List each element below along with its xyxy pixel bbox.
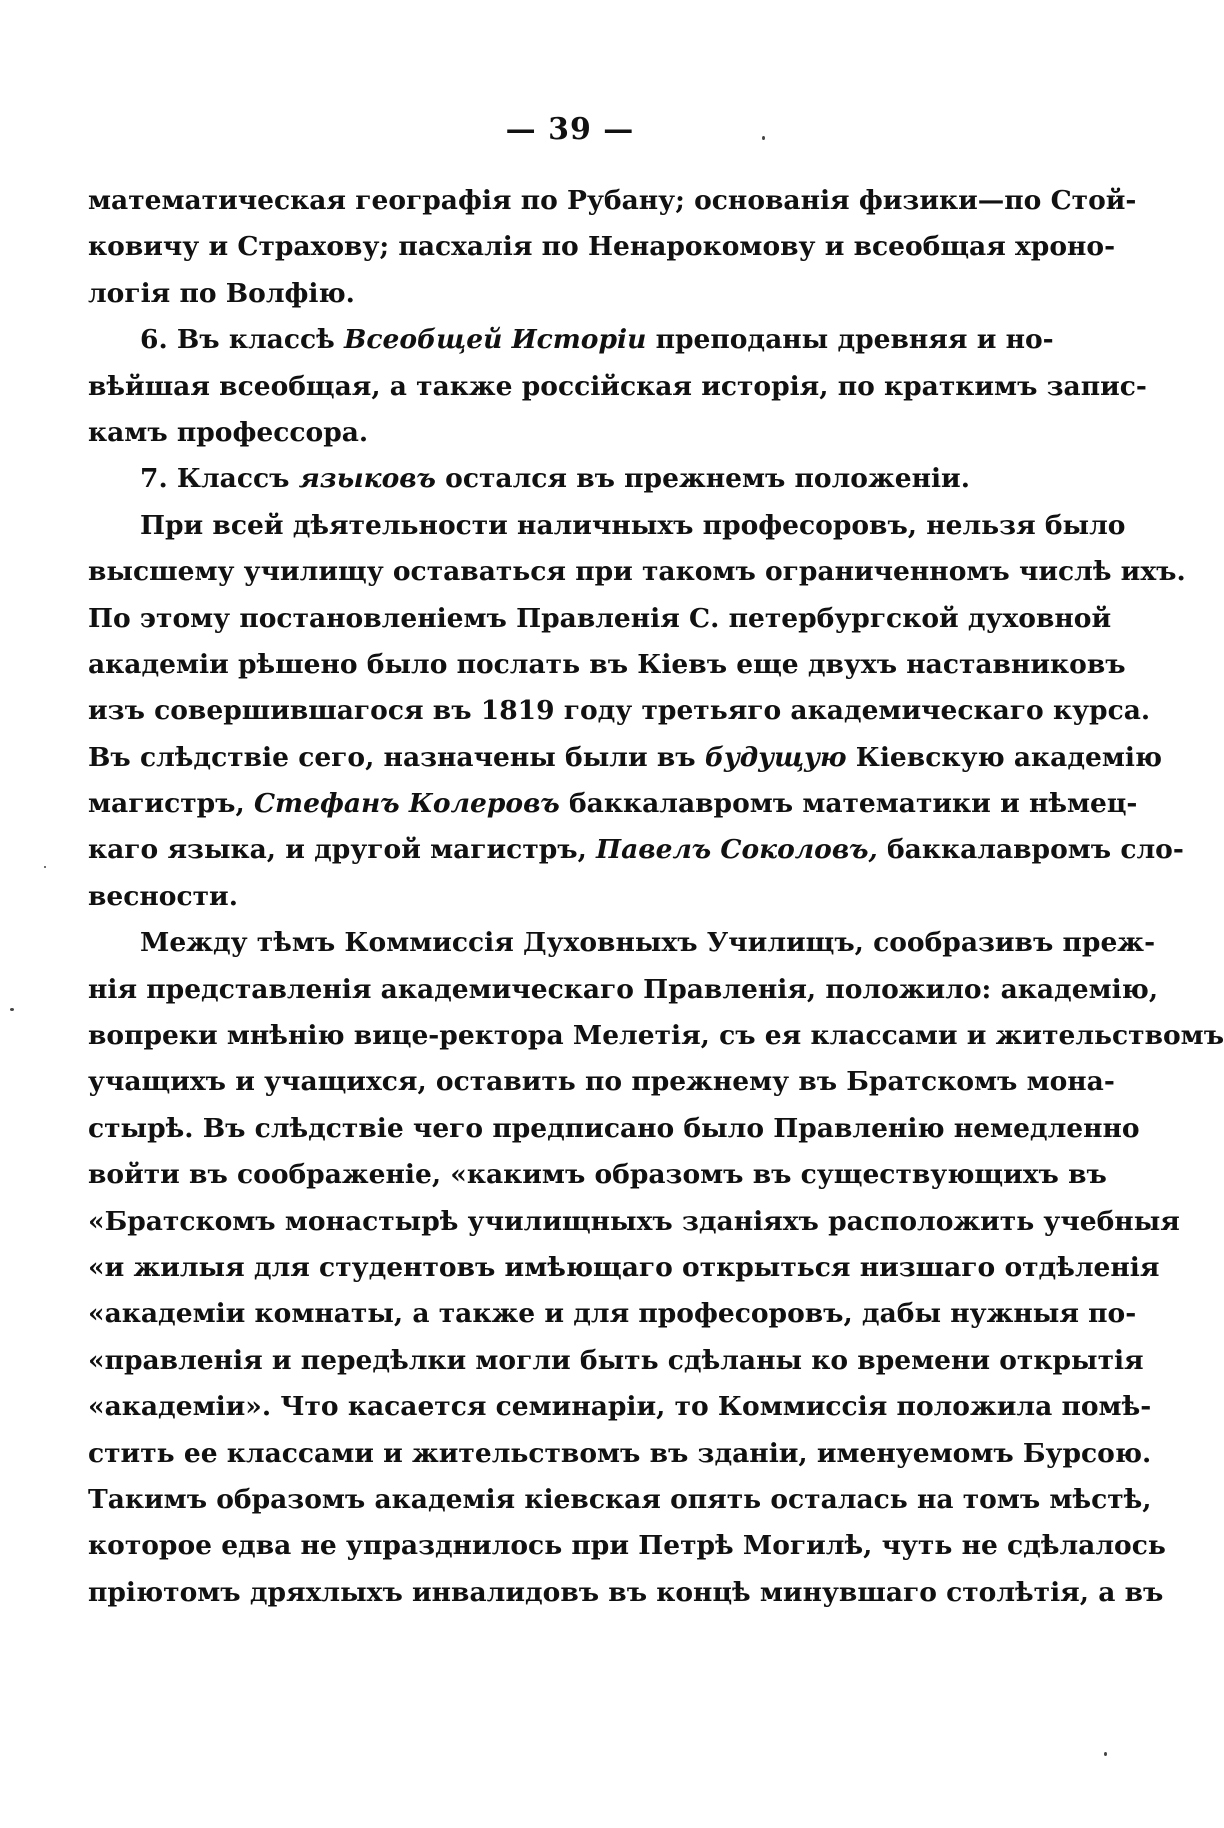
text-line: высшему училищу оставаться при такомъ ограниченномъ числѣ ихъ. <box>88 556 1186 588</box>
text-line: которое едва не упразднилось при Петрѣ Могилѣ, чуть не сдѣлалось <box>88 1530 1166 1562</box>
line-text: 6. Въ классѣ <box>140 324 344 356</box>
emphasis-text: языковъ <box>298 463 436 495</box>
text-line <box>88 827 1184 873</box>
line-text: Кіевскую академію <box>846 741 1163 773</box>
text-line: пріютомъ дряхлыхъ инвалидовъ въ концѣ минувшаго столѣтія, а въ <box>88 1576 1164 1608</box>
line-text: преподаны древняя и но- <box>646 324 1054 356</box>
text-line: «правленія и передѣлки могли быть сдѣланы ко времени открытія <box>88 1344 1144 1376</box>
text-line: По этому постановленіемъ Правленія С. петербургской духовной <box>88 602 1112 634</box>
text-line: математическая географія по Рубану; основанія физики—по Стой- <box>88 185 1137 216</box>
text-line <box>88 317 1054 363</box>
text-line: При всей дѣятельности наличныхъ професоровъ, нельзя было <box>140 509 1126 541</box>
text-line: ковичу и Страхову; пасхалія по Ненарокомову и всеобщая хроно- <box>88 231 1116 263</box>
line-text: Въ слѣдствіе сего, назначены были въ <box>88 741 705 773</box>
text-line: учащихъ и учащихся, оставить по прежнему въ Братскомъ мона- <box>88 1066 1115 1098</box>
text-line: академіи рѣшено было послать въ Кіевъ еще двухъ наставниковъ <box>88 648 1126 680</box>
line-text: баккалавромъ сло- <box>877 834 1184 866</box>
text-line: Такимъ образомъ академія кіевская опять осталась на томъ мѣстѣ, <box>88 1483 1152 1515</box>
text-line: логія по Волфію. <box>88 277 355 309</box>
text-line: «академіи». Что касается семинаріи, то Коммиссія положила помѣ- <box>88 1391 1152 1423</box>
body-text <box>88 178 1224 1616</box>
text-line <box>88 781 1138 827</box>
text-line <box>88 735 1163 781</box>
text-line: вопреки мнѣнію вице-ректора Мелетія, съ ея классами и жительствомъ <box>88 1020 1224 1052</box>
text-line: стырѣ. Въ слѣдствіе чего предписано было Правленію немедленно <box>88 1112 1140 1144</box>
text-line: изъ совершившагося въ 1819 году третьяго академическаго курса. <box>88 695 1151 727</box>
text-line: вѣйшая всеобщая, а также россійская исторія, по краткимъ запис- <box>88 370 1147 402</box>
scan-speck <box>762 136 765 140</box>
emphasis-text: Всеобщей Исторіи <box>343 324 647 356</box>
line-text: 7. Классъ <box>140 463 299 495</box>
text-line: камъ профессора. <box>88 416 369 448</box>
line-text: магистръ, <box>88 788 254 820</box>
emphasis-text: будущую <box>704 741 847 773</box>
text-line: Между тѣмъ Коммиссія Духовныхъ Училищъ, сообразивъ преж- <box>140 927 1156 959</box>
text-line: стить ее классами и жительствомъ въ зданіи, именуемомъ Бурсою. <box>88 1437 1152 1469</box>
line-text: баккалавромъ математики и нѣмец- <box>559 788 1138 820</box>
line-text: остался въ прежнемъ положеніи. <box>435 463 970 495</box>
text-line: «академіи комнаты, а также и для професоровъ, дабы нужныя по- <box>88 1298 1137 1330</box>
text-line: весности. <box>88 880 238 912</box>
scan-speck <box>44 866 46 868</box>
emphasis-text: Стефанъ Колеровъ <box>253 788 560 820</box>
text-line: «Братскомъ монастырѣ училищныхъ зданіяхъ расположить учебныя <box>88 1205 1180 1237</box>
text-line: нія представленія академическаго Правленія, положило: академію, <box>88 973 1159 1005</box>
emphasis-text: Павелъ Соколовъ, <box>596 834 878 866</box>
text-line <box>88 456 992 502</box>
text-line: «и жилыя для студентовъ имѣющаго открыться низшаго отдѣленія <box>88 1251 1160 1283</box>
scan-speck <box>1104 1752 1107 1756</box>
page-number: — 39 — <box>505 112 635 147</box>
line-text: каго языка, и другой магистръ, <box>88 834 597 866</box>
text-line: войти въ соображеніе, «какимъ образомъ въ существующихъ въ <box>88 1159 1107 1191</box>
scan-speck <box>10 1008 14 1011</box>
